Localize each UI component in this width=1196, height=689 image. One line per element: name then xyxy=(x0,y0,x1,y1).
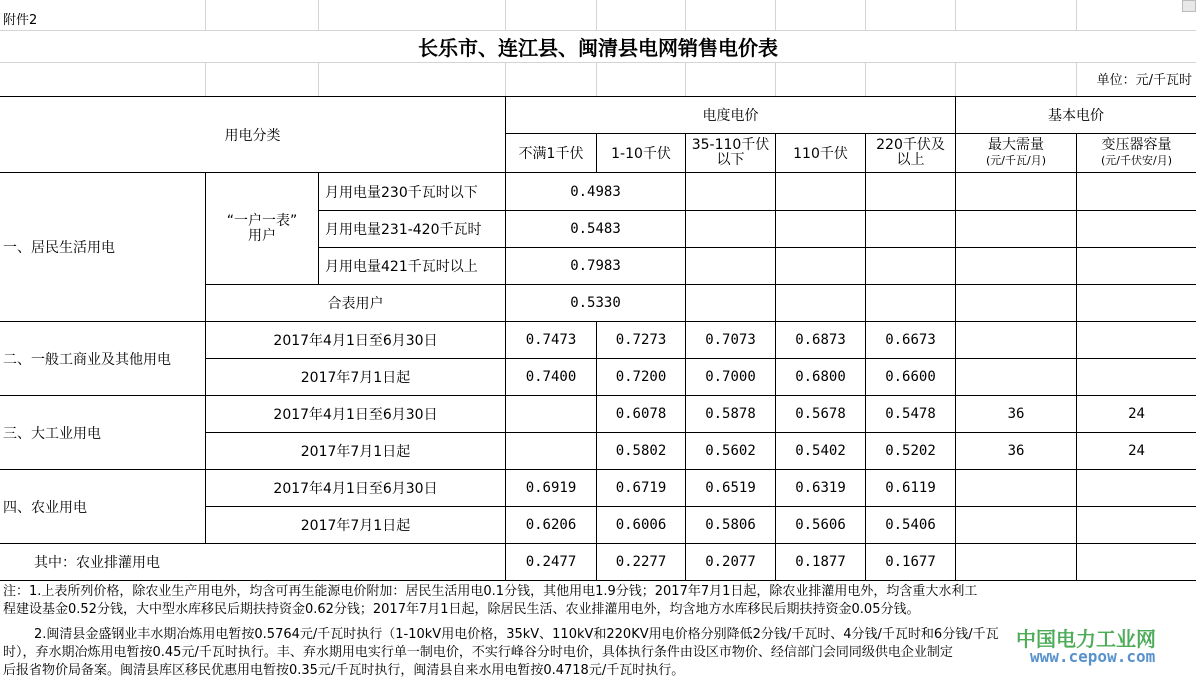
note-line: 程建设基金0.52分钱，大中型水库移民后期扶持资金0.62分钱；2017年7月1日起，除居民生活、农业排灌用电外，均含地方水库移民后期扶持资金0.05分钱。 xyxy=(3,602,920,617)
header-line: 220千伏及 xyxy=(876,137,945,153)
gridline xyxy=(685,0,686,30)
gridline xyxy=(505,62,506,96)
gridline xyxy=(775,0,776,30)
price-cell: 0.6600 xyxy=(885,369,936,385)
header-basic-price: 基本电价 xyxy=(1048,108,1104,124)
transformer-value: 24 xyxy=(1128,443,1145,459)
gridline xyxy=(205,0,206,30)
watermark-logo-text: 中国电力工业网 xyxy=(1016,627,1156,651)
gridline xyxy=(955,0,956,30)
tier-price: 0.5483 xyxy=(570,221,621,237)
label-line: 用户 xyxy=(248,227,276,244)
note-line: 后报省物价局备案。闽清县库区移民优惠用电暂按0.35元/千瓦时执行，闽清县自来水用电暂按0.4718元/千瓦时执行。 xyxy=(3,663,685,678)
tier-label: 月用电量231-420千瓦时 xyxy=(325,222,482,238)
price-cell: 0.5802 xyxy=(615,443,667,459)
gridline xyxy=(596,0,597,30)
table-border xyxy=(0,580,1196,581)
header-max-demand xyxy=(956,134,1076,172)
transformer-value: 24 xyxy=(1128,406,1145,422)
header-voltage-1-10kv: 1-10千伏 xyxy=(611,146,671,162)
price-cell: 0.6519 xyxy=(705,480,756,496)
price-cell: 0.5406 xyxy=(885,517,936,533)
header-kwh-price: 电度电价 xyxy=(702,108,759,124)
price-cell: 0.1677 xyxy=(885,554,936,570)
header-line: 以上 xyxy=(896,152,925,168)
price-cell: 0.6319 xyxy=(795,480,846,496)
note-line: 注：1.上表所列价格，除农业生产用电外，均含可再生能源电价附加：居民生活用电0.1分钱，其他用电1.9分钱；2017年7月1日起，除农业排灌用电外，均含重大水利工 xyxy=(3,584,978,599)
header-line: 最大需量 xyxy=(988,137,1044,153)
page-title: 长乐市、连江县、闽清县电网销售电价表 xyxy=(418,36,778,60)
header-line: 变压器容量 xyxy=(1101,137,1172,153)
category-residential: 一、居民生活用电 xyxy=(3,240,115,256)
header-transformer xyxy=(1077,134,1196,172)
price-cell: 0.7000 xyxy=(705,369,756,385)
gridline xyxy=(318,0,319,30)
price-cell: 0.5878 xyxy=(705,406,756,422)
price-cell: 0.7400 xyxy=(525,369,577,385)
period-label: 2017年4月1日至6月30日 xyxy=(273,481,438,497)
gridline xyxy=(596,62,597,96)
attachment-label: 附件2 xyxy=(3,12,38,28)
tier-price: 0.7983 xyxy=(570,258,621,274)
price-cell: 0.6119 xyxy=(885,480,936,496)
price-cell: 0.6206 xyxy=(525,517,577,533)
price-cell xyxy=(506,433,596,469)
gridline xyxy=(1076,0,1077,30)
price-cell: 0.1877 xyxy=(795,554,846,570)
price-cell: 0.7273 xyxy=(615,332,667,348)
header-unit: (元/千伏安/月) xyxy=(1101,154,1172,167)
gridline xyxy=(775,62,776,96)
price-cell: 0.6719 xyxy=(615,480,667,496)
category-commercial: 二、一般工商业及其他用电 xyxy=(3,351,171,368)
price-cell: 0.5602 xyxy=(705,443,756,459)
price-cell: 0.2077 xyxy=(705,554,756,570)
price-cell: 0.6873 xyxy=(795,332,846,348)
price-cell xyxy=(506,396,596,432)
note-line: 时），弃水期冶炼用电暂按0.45元/千瓦时执行。丰、弃水期用电实行单一制电价，不实行峰谷分时电价，具体执行条件由设区市物价、经信部门会同同级供电企业制定 xyxy=(3,645,953,660)
gridline xyxy=(865,62,866,96)
gridline xyxy=(0,62,1196,63)
price-cell: 0.5402 xyxy=(795,443,846,459)
price-cell: 0.7200 xyxy=(615,369,667,385)
one-meter-user xyxy=(206,173,318,284)
tier-label: 月用电量230千瓦时以下 xyxy=(325,184,478,201)
header-category: 用电分类 xyxy=(224,127,281,144)
irrigation-label: 其中：农业排灌用电 xyxy=(34,555,160,571)
period-label: 2017年7月1日起 xyxy=(300,370,411,386)
price-cell: 0.6078 xyxy=(615,406,667,422)
price-cell: 0.5478 xyxy=(885,406,936,422)
tier-price: 0.4983 xyxy=(570,183,621,200)
gridline xyxy=(955,62,956,96)
price-cell: 0.5806 xyxy=(705,517,756,533)
gridline xyxy=(205,62,206,96)
header-voltage-110kv: 110千伏 xyxy=(793,146,848,162)
category-agriculture: 四、农业用电 xyxy=(3,499,87,516)
price-cell: 0.6919 xyxy=(525,480,577,496)
price-cell: 0.5202 xyxy=(885,443,936,459)
header-voltage-35-110kv xyxy=(686,134,775,172)
gridline xyxy=(865,0,866,30)
max-demand-value: 36 xyxy=(1007,443,1025,459)
category-industrial: 三、大工业用电 xyxy=(3,425,101,442)
price-cell: 0.2277 xyxy=(615,554,667,570)
gridline xyxy=(318,62,319,96)
tier-label: 月用电量421千瓦时以上 xyxy=(325,259,478,275)
period-label: 2017年7月1日起 xyxy=(300,444,411,460)
period-label: 2017年7月1日起 xyxy=(300,518,411,534)
gridline xyxy=(685,62,686,96)
unit-label: 单位：元/千瓦时 xyxy=(1096,72,1192,88)
label-line: “一户一表” xyxy=(226,212,298,229)
watermark-url: www.cepow.com xyxy=(1030,647,1156,666)
header-line: 35-110千伏 xyxy=(691,137,770,153)
table-border xyxy=(1076,133,1077,580)
price-cell: 0.7073 xyxy=(705,332,756,348)
price-cell: 0.6800 xyxy=(795,369,846,385)
price-cell: 0.5606 xyxy=(795,517,846,533)
shared-meter-price: 0.5330 xyxy=(570,295,621,311)
header-line: 以下 xyxy=(716,152,745,168)
gridline xyxy=(505,0,506,30)
max-demand-value: 36 xyxy=(1007,406,1025,422)
period-label: 2017年4月1日至6月30日 xyxy=(273,407,438,423)
period-label: 2017年4月1日至6月30日 xyxy=(273,333,438,349)
shared-meter-label: 合表用户 xyxy=(327,296,384,312)
price-cell: 0.7473 xyxy=(525,332,577,348)
price-cell: 0.2477 xyxy=(525,554,577,570)
scrollbar-thumb[interactable] xyxy=(1182,0,1196,12)
price-cell: 0.5678 xyxy=(795,406,846,422)
header-voltage-lt1kv: 不满1千伏 xyxy=(518,146,584,162)
note-line: 2.闽清县金盛钢业丰水期冶炼用电暂按0.5764元/千瓦时执行（1-10kV用电价格，35kV、110kV和220KV用电价格分别降低2分钱/千瓦时、4分钱/千瓦时和6分钱/千瓦 xyxy=(34,627,999,642)
price-cell: 0.6673 xyxy=(885,332,936,348)
header-unit: (元/千瓦/月) xyxy=(986,154,1046,167)
price-cell: 0.6006 xyxy=(615,517,667,533)
header-voltage-220kv xyxy=(866,134,955,172)
